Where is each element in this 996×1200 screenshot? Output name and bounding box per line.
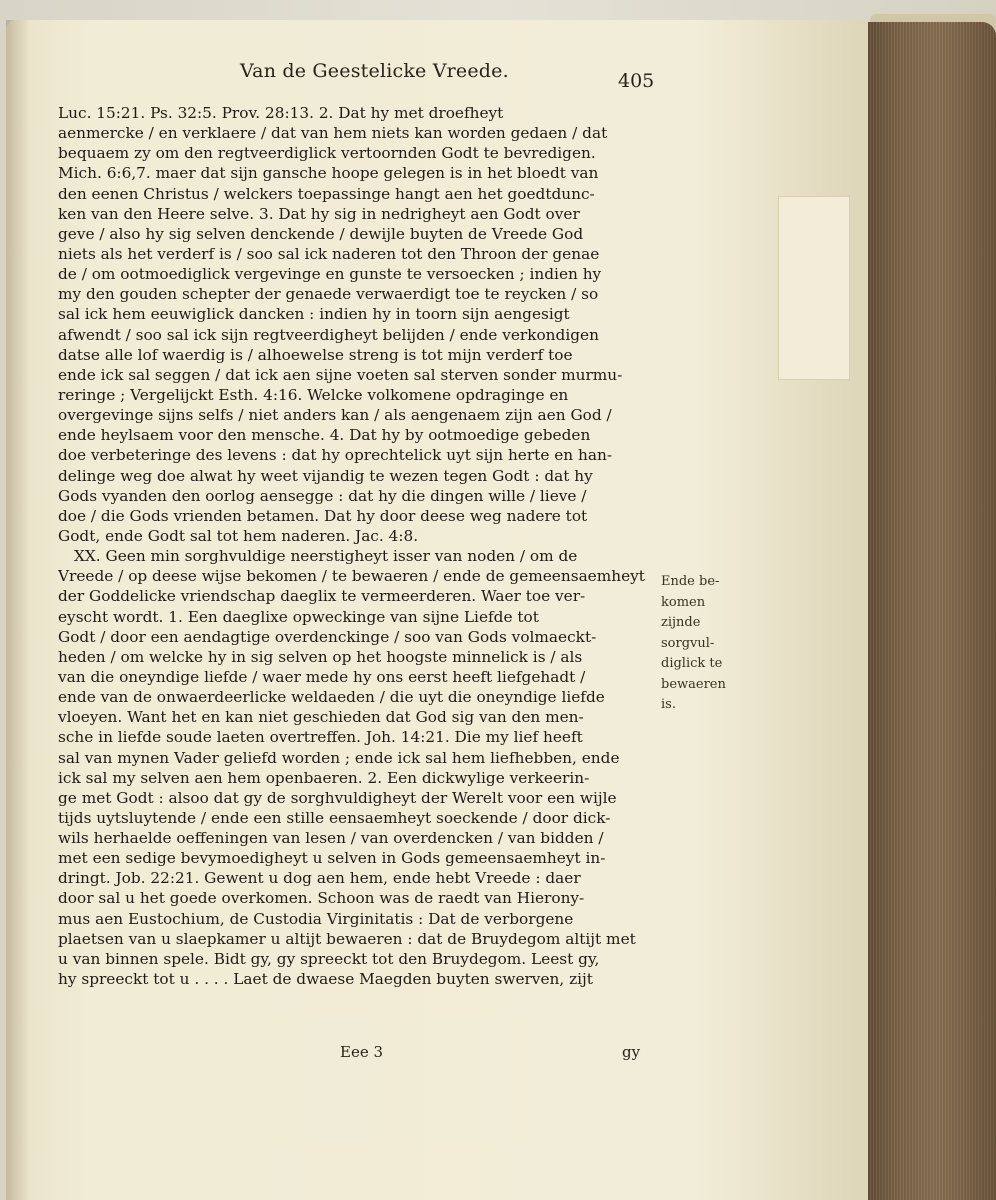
text-line: XX. Geen min sorghvuldige neerstigheyt isser van noden / om de <box>74 547 578 566</box>
text-line: afwendt / soo sal ick sijn regtveerdigheyt belijden / ende verkondigen <box>58 325 599 344</box>
text-line: vloeyen. Want het en kan niet geschieden dat God sig van den men- <box>58 708 584 727</box>
text-line: der Goddelicke vriendschap daeglix te vermeerderen. Waer toe ver- <box>58 587 586 606</box>
text-line: Vreede / op deese wijse bekomen / te bewaeren / ende de gemeensaemheyt <box>58 567 645 586</box>
text-line: heden / om welcke hy in sig selven op het hoogste minnelick is / als <box>58 647 583 666</box>
margin-note-line: diglick te <box>661 656 723 671</box>
text-line: sal van mynen Vader geliefd worden ; ende ick sal hem liefhebben, ende <box>58 748 620 767</box>
text-line: ende heylsaem voor den mensche. 4. Dat hy by ootmoedige gebeden <box>58 426 591 445</box>
text-line: Mich. 6:6,7. maer dat sijn gansche hoope gelegen is in het bloedt van <box>58 164 599 183</box>
text-line: Godt / door een aendagtige overdenckinge / soo van Gods volmaeckt- <box>58 627 597 646</box>
text-line: overgevinge sijns selfs / niet anders kan / als aengenaem zijn aen God / <box>58 406 612 425</box>
margin-note-line: komen <box>661 594 706 610</box>
text-line: my den gouden schepter der genaede verwaerdigt toe te reycken / so <box>58 285 599 304</box>
text-line: van die oneyndige liefde / waer mede hy ons eerst heeft liefgehadt / <box>58 667 586 686</box>
margin-note <box>661 572 751 716</box>
text-line: aenmercke / en verklaere / dat van hem niets kan worden gedaen / dat <box>58 124 608 143</box>
text-line: ick sal my selven aen hem openbaeren. 2. Een dickwylige verkeerin- <box>58 768 590 787</box>
margin-note-line: sorgvul- <box>661 635 715 651</box>
page-gutter-shadow <box>6 20 30 1200</box>
text-line: eyscht wordt. 1. Een daeglixe opweckinge van sijne Liefde tot <box>58 607 539 626</box>
catchword: gy <box>622 1043 641 1061</box>
body-text <box>58 103 658 989</box>
text-line: bequaem zy om den regtveerdiglick vertoornden Godt te bevredigen. <box>58 144 596 163</box>
text-line: delinge weg doe alwat hy weet vijandig te wezen tegen Godt : dat hy <box>58 466 593 485</box>
running-head: Van de Geestelicke Vreede. <box>240 60 509 82</box>
text-line: dringt. Job. 22:21. Gewent u dog aen hem, ende hebt Vreede : daer <box>58 869 581 888</box>
text-line: door sal u het goede overkomen. Schoon was de raedt van Hierony- <box>58 889 585 908</box>
text-line: Gods vyanden den oorlog aensegge : dat hy die dingen wille / lieve / <box>58 486 587 505</box>
text-line: u van binnen spele. Bidt gy, gy spreeckt tot den Bruydegom. Leest gy, <box>58 949 600 968</box>
margin-note-line: bewaeren <box>661 676 726 692</box>
signature-mark: Eee 3 <box>340 1043 384 1061</box>
text-line: doe verbeteringe des levens : dat hy oprechtelick uyt sijn herte en han- <box>58 446 612 465</box>
margin-note-line: zijnde <box>661 615 701 630</box>
text-line: datse alle lof waerdig is / alhoewelse streng is tot mijn verderf toe <box>58 345 573 364</box>
text-line: doe / die Gods vrienden betamen. Dat hy door deese weg nadere tot <box>58 506 588 525</box>
text-line: ge met Godt : alsoo dat gy de sorghvuldigheyt der Werelt voor een wijle <box>58 788 617 807</box>
text-line: ende van de onwaerdeerlicke weldaeden / die uyt die oneyndige liefde <box>58 688 605 707</box>
text-line: sche in liefde soude laeten overtreffen. Joh. 14:21. Die my lief heeft <box>58 728 583 747</box>
text-line: wils herhaelde oeffeningen van lesen / van overdencken / van bidden / <box>58 829 604 848</box>
page-number: 405 <box>618 70 655 92</box>
text-line: plaetsen van u slaepkamer u altijt bewaeren : dat de Bruydegom altijt met <box>58 929 636 948</box>
text-line: met een sedige bevymoedigheyt u selven in Gods gemeensaemheyt in- <box>58 849 606 868</box>
text-line: ende ick sal seggen / dat ick aen sijne voeten sal sterven sonder murmu- <box>58 365 623 384</box>
text-line: de / om ootmoediglick vergevinge en gunste te versoecken ; indien hy <box>58 265 602 284</box>
text-line: geve / also hy sig selven denckende / dewijle buyten de Vreede God <box>58 224 584 243</box>
margin-note-line: Ende be- <box>661 574 720 589</box>
text-line: sal ick hem eeuwiglick dancken : indien hy in toorn sijn aengesigt <box>58 305 570 324</box>
margin-note-line: is. <box>661 697 676 712</box>
text-line: Godt, ende Godt sal tot hem naderen. Jac. 4:8. <box>58 526 419 545</box>
text-line: niets als het verderf is / soo sal ick naderen tot den Throon der genae <box>58 244 600 263</box>
text-line: den eenen Christus / welckers toepassinge hangt aen het goedtdunc- <box>58 184 595 203</box>
text-line: mus aen Eustochium, de Custodia Virginitatis : Dat de verborgene <box>58 909 574 928</box>
text-line: reringe ; Vergelijckt Esth. 4:16. Welcke volkomene opdragingе en <box>58 385 569 404</box>
text-line: hy spreeckt tot u . . . . Laet de dwaese Maegden buyten swerven, zijt <box>58 970 593 989</box>
text-line: tijds uytsluytende / ende een stille eensaemheyt soeckende / door dick- <box>58 808 611 827</box>
text-line: ken van den Heere selve. 3. Dat hy sig in nedrigheyt aen Godt over <box>58 204 580 223</box>
text-line: Luc. 15:21. Ps. 32:5. Prov. 28:13. 2. Dat hy met droefheyt <box>58 104 504 122</box>
paper-slip <box>778 196 850 380</box>
book-page-edges <box>858 22 996 1200</box>
